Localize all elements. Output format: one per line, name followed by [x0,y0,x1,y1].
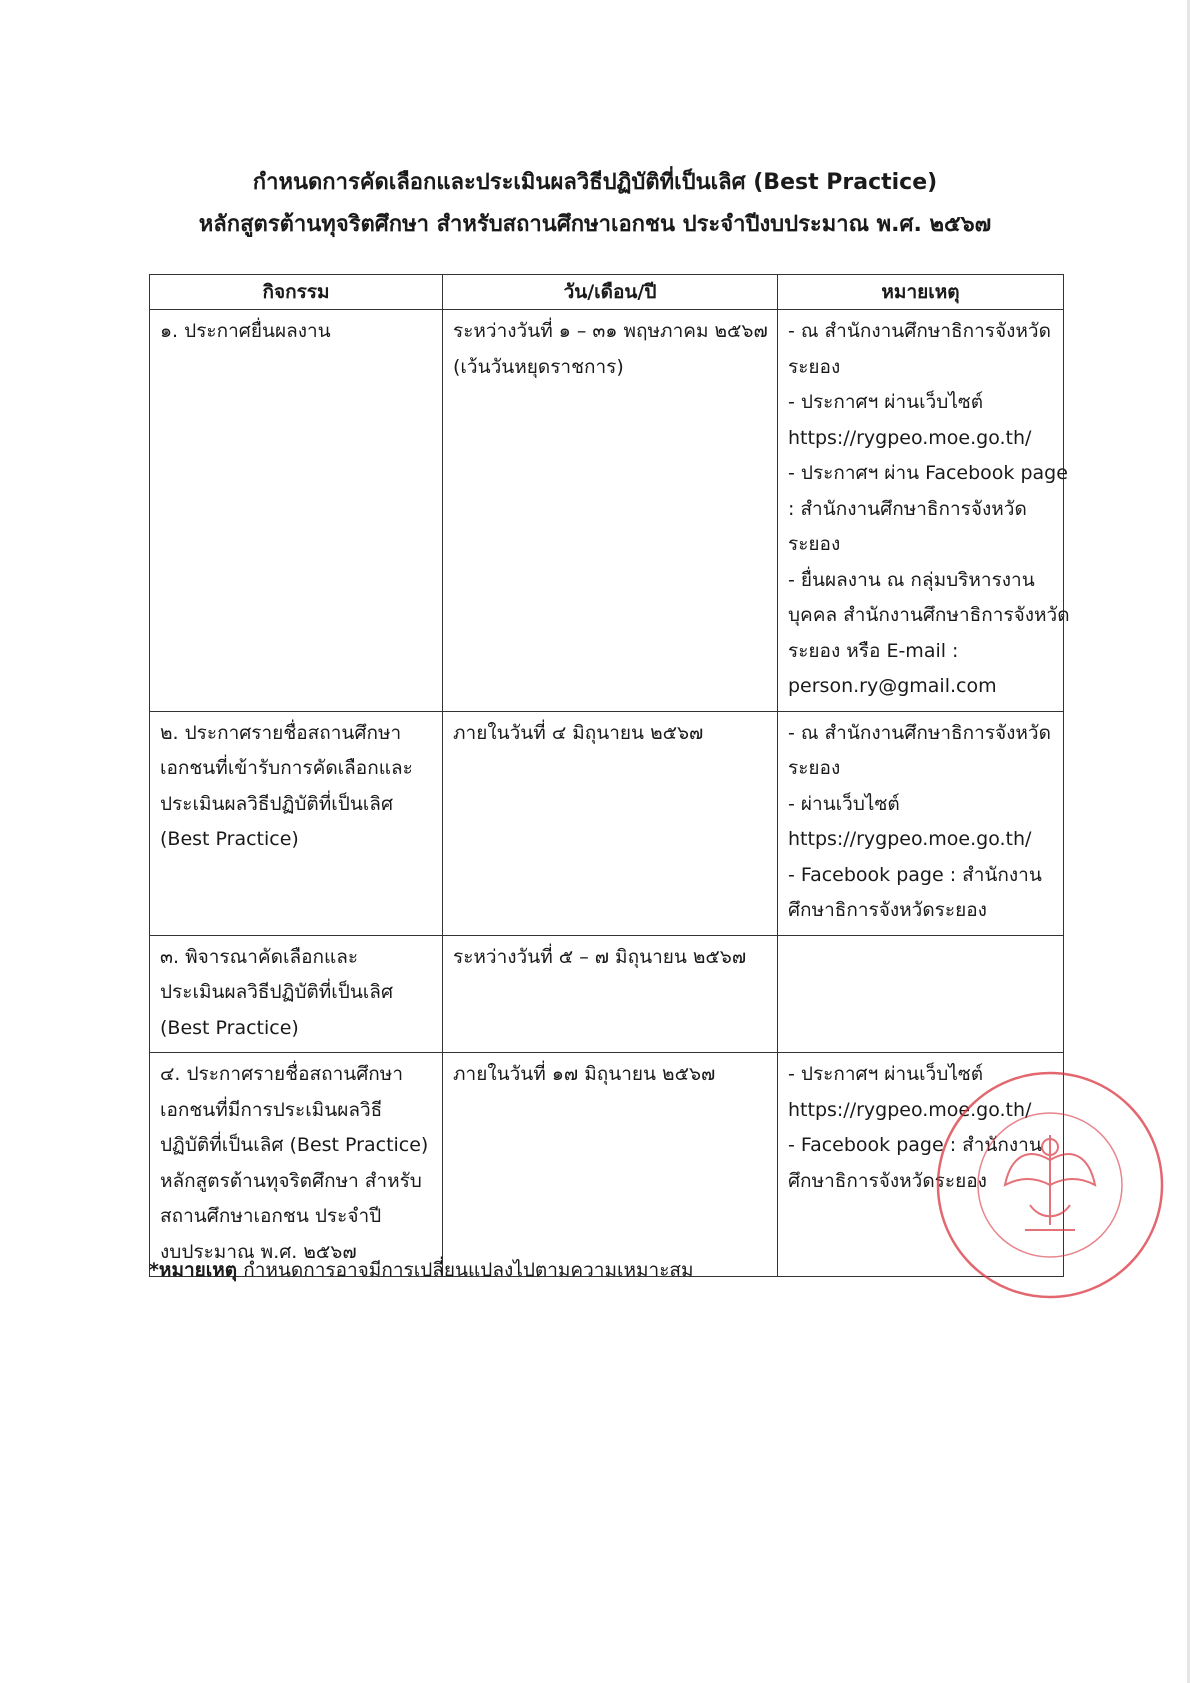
activity-line: ประเมินผลวิธีปฏิบัติที่เป็นเลิศ [160,792,394,815]
date-line: ภายในวันที่ ๔ มิถุนายน ๒๕๖๗ [453,721,704,744]
date-cell [443,711,778,935]
date-line: ภายในวันที่ ๑๗ มิถุนายน ๒๕๖๗ [453,1063,716,1085]
date-cell [443,310,778,712]
activity-cell [150,1053,443,1277]
remark-email: person.ry@gmail.com [788,675,997,697]
remark-line: ศึกษาธิการจังหวัดระยอง [788,899,987,921]
remark-line: : สำนักงานศึกษาธิการจังหวัด [788,497,1027,520]
activity-line: (Best Practice) [160,1016,299,1039]
remark-line: - ประกาศฯ ผ่าน Facebook page [788,462,1068,484]
official-seal-stamp [930,1065,1170,1305]
activity-cell [150,711,443,935]
remark-cell [778,935,1064,1053]
header-activity: กิจกรรม [150,275,443,310]
activity-line: งบประมาณ พ.ศ. ๒๕๖๗ [160,1240,357,1263]
footnote-text: กำหนดการอาจมีการเปลี่ยนแปลงไปตามความเหมาะสม [237,1259,694,1281]
remark-line: - ณ สำนักงานศึกษาธิการจังหวัด [788,320,1051,342]
table-row [150,1053,1064,1277]
date-line: ระหว่างวันที่ ๕ – ๗ มิถุนายน ๒๕๖๗ [453,945,747,968]
date-cell [443,1053,778,1277]
remark-line: - Facebook page : สำนักงาน [788,863,1042,886]
activity-line: ๑. ประกาศยื่นผลงาน [160,320,331,342]
activity-line: สถานศึกษาเอกชน ประจำปี [160,1205,382,1227]
remark-link: https://rygpeo.moe.go.th/ [788,828,1032,850]
activity-cell [150,935,443,1053]
activity-line: ปฏิบัติที่เป็นเลิศ (Best Practice) [160,1134,429,1156]
remark-line: ระยอง [788,355,841,378]
activity-line: ๒. ประกาศรายชื่อสถานศึกษา [160,721,402,744]
activity-cell [150,310,443,712]
activity-line: ๔. ประกาศรายชื่อสถานศึกษา [160,1063,403,1085]
remark-line: ศึกษาธิการจังหวัดระยอง [788,1169,987,1192]
remark-cell [778,711,1064,935]
remark-link: https://rygpeo.moe.go.th/ [788,1098,1032,1121]
remark-link: https://rygpeo.moe.go.th/ [788,426,1032,449]
schedule-table [149,274,1070,1277]
activity-line: ๓. พิจารณาคัดเลือกและ [160,945,359,968]
table-row [150,935,1064,1053]
activity-line: เอกชนที่เข้ารับการคัดเลือกและ [160,757,413,779]
header-date: วัน/เดือน/ปี [443,275,778,310]
remark-line: - ผ่านเว็บไซต์ [788,792,900,815]
table-row [150,310,1064,712]
header-remark: หมายเหตุ [778,275,1064,310]
date-line: ระหว่างวันที่ ๑ – ๓๑ พฤษภาคม ๒๕๖๗ [453,320,768,342]
remark-line: ระยอง หรือ E-mail : [788,639,959,662]
garuda-emblem-icon [1005,1135,1095,1230]
footnote [149,1255,694,1285]
activity-line: หลักสูตรต้านทุจริตศึกษา สำหรับ [160,1169,422,1192]
date-line: (เว้นวันหยุดราชการ) [453,355,624,378]
remark-line: - ณ สำนักงานศึกษาธิการจังหวัด [788,721,1051,744]
remark-line: ระยอง [788,533,841,555]
activity-line: (Best Practice) [160,828,299,850]
table-row [150,711,1064,935]
date-cell [443,935,778,1053]
remark-line: บุคคล สำนักงานศึกษาธิการจังหวัด [788,604,1070,626]
remark-line: - ประกาศฯ ผ่านเว็บไซต์ [788,1063,984,1085]
document-title-line-2: หลักสูตรต้านทุจริตศึกษา สำหรับสถานศึกษาเอกชน ประจำปีงบประมาณ พ.ศ. ๒๕๖๗ [198,212,992,237]
remark-line: - Facebook page : สำนักงาน [788,1134,1042,1156]
activity-line: ประเมินผลวิธีปฏิบัติที่เป็นเลิศ [160,981,394,1003]
remark-line: ระยอง [788,757,841,779]
remark-line: - ยื่นผลงาน ณ กลุ่มบริหารงาน [788,568,1035,591]
remark-cell [778,310,1070,712]
document-title-line-1: กำหนดการคัดเลือกและประเมินผลวิธีปฏิบัติที่เป็นเลิศ (Best Practice) [252,170,938,195]
remark-line: - ประกาศฯ ผ่านเว็บไซต์ [788,391,984,413]
table-header-row [150,275,1064,310]
footnote-label: *หมายเหตุ [149,1259,238,1281]
activity-line: เอกชนที่มีการประเมินผลวิธี [160,1098,383,1121]
